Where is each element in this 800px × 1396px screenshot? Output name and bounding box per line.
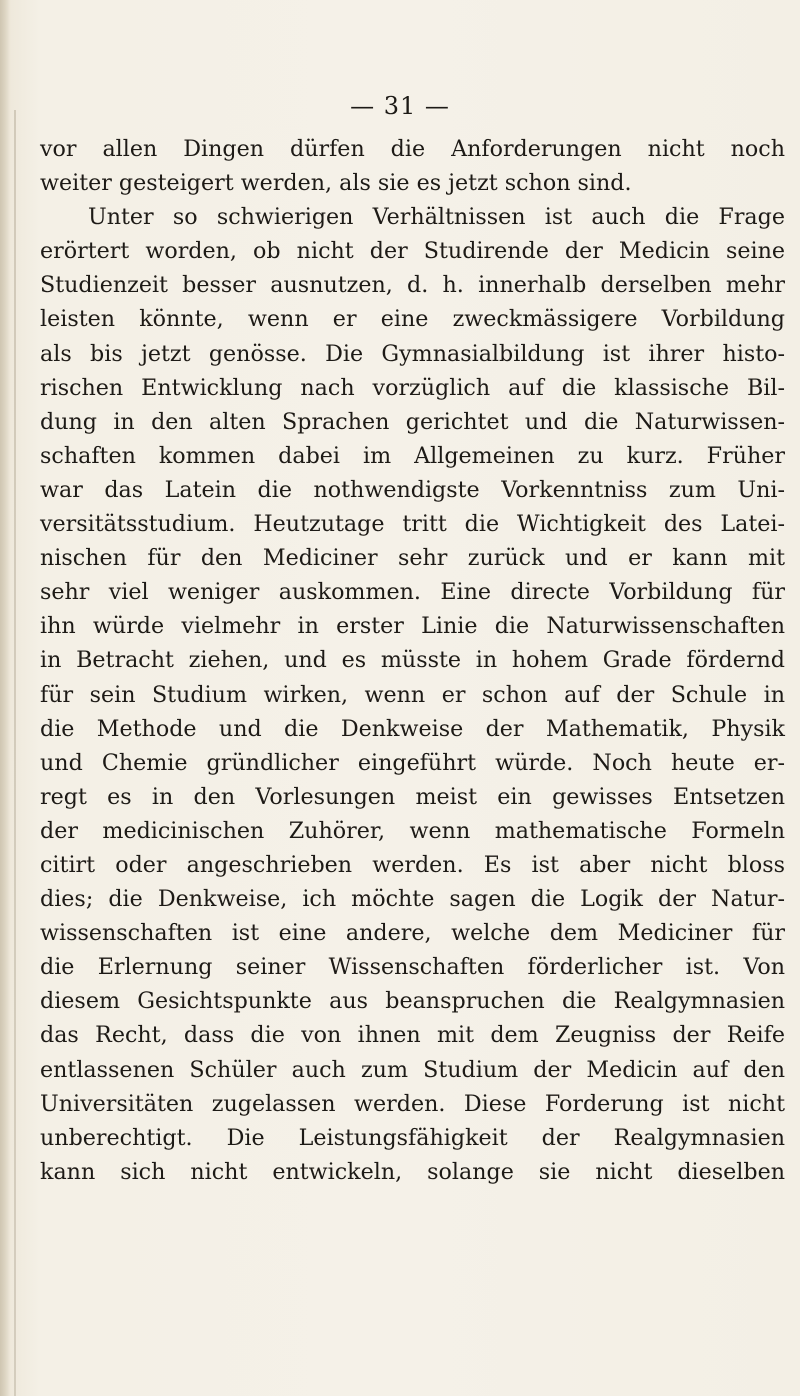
- text-line: erörtert worden, ob nicht der Studirende der Medicin seine: [40, 238, 785, 265]
- page-number: — 31 —: [350, 92, 450, 120]
- text-line: vor allen Dingen dürfen die Anforderungen nicht noch: [40, 136, 785, 162]
- text-line: versitätsstudium. Heutzutage tritt die Wichtigkeit des Latei-: [40, 511, 785, 538]
- text-line: dung in den alten Sprachen gerichtet und die Naturwissen-: [40, 408, 785, 435]
- text-line: schaften kommen dabei im Allgemeinen zu kurz. Früher: [40, 442, 785, 469]
- text-line: die Methode und die Denkweise der Mathematik, Physik: [40, 715, 785, 742]
- text-line: in Betracht ziehen, und es müsste in hohem Grade fördernd: [40, 647, 785, 674]
- text-line: Universitäten zugelassen werden. Diese Forderung ist nicht: [40, 1090, 785, 1117]
- text-line: dies; die Denkweise, ich möchte sagen die Logik der Natur-: [40, 886, 785, 913]
- text-line: unberechtigt. Die Leistungsfähigkeit der Realgymnasien: [40, 1124, 785, 1151]
- text-line: war das Latein die nothwendigste Vorkenntniss zum Uni-: [40, 476, 785, 503]
- text-line: wissenschaften ist eine andere, welche dem Mediciner für: [40, 920, 785, 947]
- text-line: als bis jetzt genösse. Die Gymnasialbildung ist ihrer histo-: [40, 340, 785, 367]
- text-line: nischen für den Mediciner sehr zurück und er kann mit: [40, 545, 785, 572]
- margin-shadow: [14, 110, 16, 1396]
- text-line: entlassenen Schüler auch zum Studium der Medicin auf den: [40, 1056, 785, 1083]
- text-line: weiter gesteigert werden, als sie es jetzt schon sind.: [40, 170, 632, 197]
- binding-edge: [0, 0, 10, 1396]
- text-line: regt es in den Vorlesungen meist ein gewisses Entsetzen: [40, 783, 785, 810]
- text-line: sehr viel weniger auskommen. Eine directe Vorbildung für: [40, 579, 785, 606]
- text-line: kann sich nicht entwickeln, solange sie nicht dieselben: [40, 1158, 785, 1185]
- text-line: rischen Entwicklung nach vorzüglich auf die klassische Bil-: [40, 374, 785, 401]
- text-line: diesem Gesichtspunkte aus beanspruchen die Realgymnasien: [40, 988, 785, 1015]
- text-line: Studienzeit besser ausnutzen, d. h. innerhalb derselben mehr: [40, 272, 785, 299]
- text-line: Unter so schwierigen Verhältnissen ist auch die Frage: [88, 204, 785, 231]
- text-line: ihn würde vielmehr in erster Linie die Naturwissenschaften: [40, 613, 785, 640]
- text-line: das Recht, dass die von ihnen mit dem Zeugniss der Reife: [40, 1022, 785, 1049]
- text-line: leisten könnte, wenn er eine zweckmässigere Vorbildung: [40, 306, 785, 333]
- text-line: für sein Studium wirken, wenn er schon auf der Schule in: [40, 681, 785, 708]
- text-line: die Erlernung seiner Wissenschaften förderlicher ist. Von: [40, 954, 785, 981]
- text-line: der medicinischen Zuhörer, wenn mathematische Formeln: [40, 817, 785, 844]
- text-line: citirt oder angeschrieben werden. Es ist aber nicht bloss: [40, 851, 785, 878]
- text-line: und Chemie gründlicher eingeführt würde. Noch heute er-: [40, 749, 785, 776]
- body-text: [40, 132, 785, 1189]
